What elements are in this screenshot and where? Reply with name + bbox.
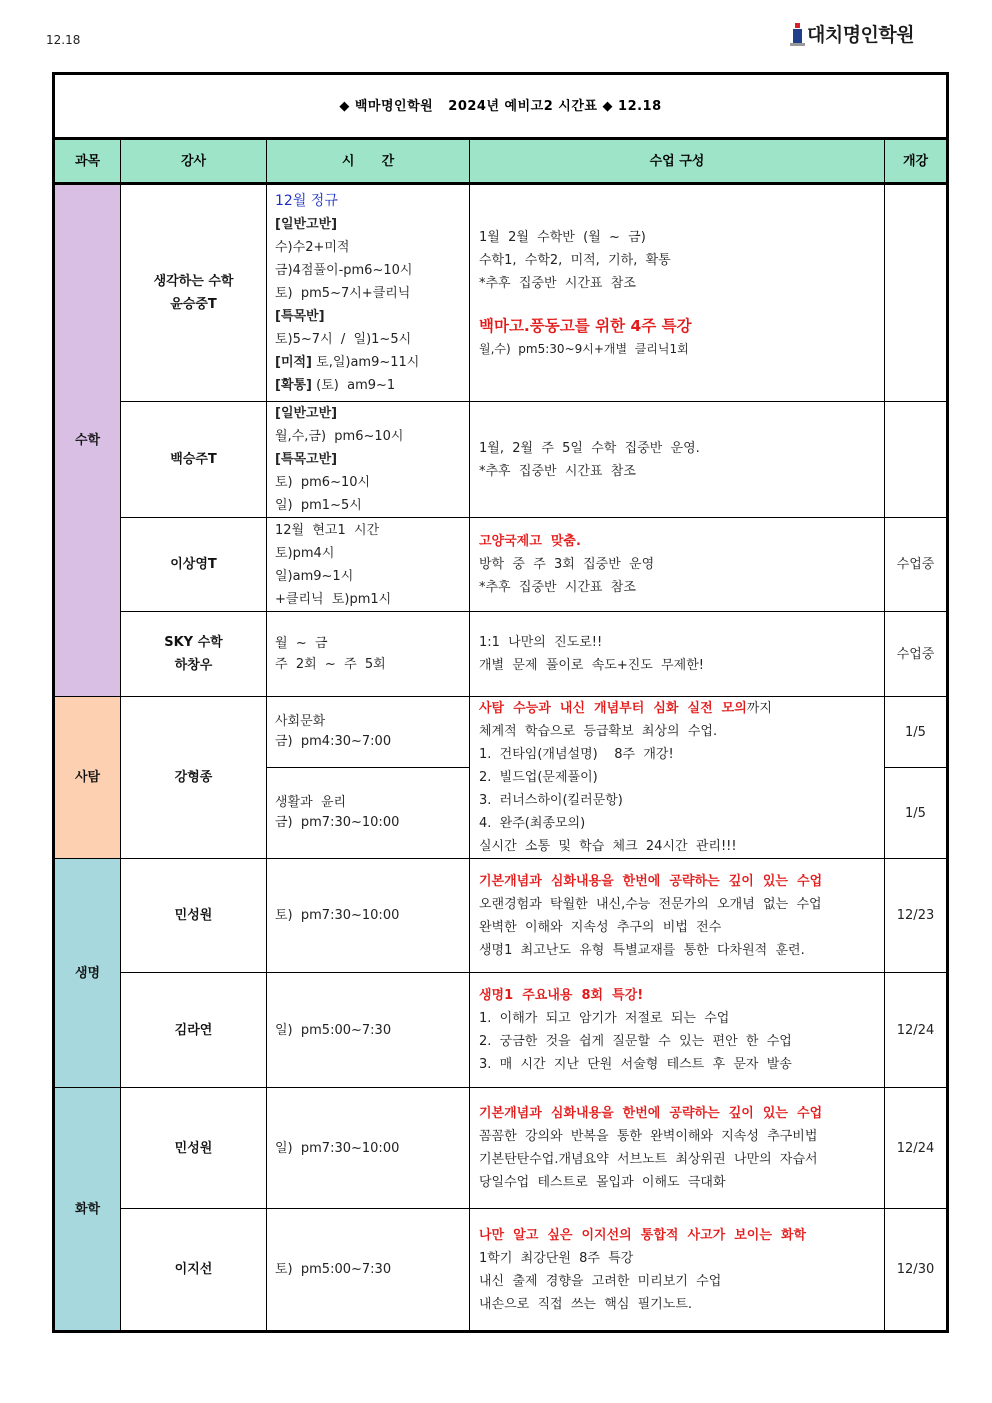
time-cell: 생활과 윤리 금) pm7:30~10:00	[267, 768, 470, 859]
description-cell: 사탐 수능과 내신 개념부터 심화 실전 모의까지 체계적 학습으로 등급확보 최상의 수업. 1. 건타임(개념설명) 8주 개강! 2. 빌드업(문제풀이) 3. 러너스하이(킬러문항) 4. 완주(최종모의) 실시간 소통 및 학습 체크 24시간 관리!!!	[470, 697, 885, 859]
subject-social: 사탐	[54, 697, 121, 859]
time-cell: [일반고반] 월,수,금) pm6~10시 [특목고반] 토) pm6~10시 일) pm1~5시	[267, 402, 470, 518]
description-cell: 1:1 나만의 진도로!! 개별 문제 풀이로 속도+진도 무제한!	[470, 612, 885, 697]
timetable-title: ◆ 백마명인학원 2024년 예비고2 시간표 ◆ 12.18	[54, 74, 948, 139]
subject-math: 수학	[54, 184, 121, 697]
opening-cell: 수업중	[885, 612, 948, 697]
teacher-cell: 생각하는 수학 윤승중T	[121, 184, 267, 402]
teacher-cell: 김라연	[121, 973, 267, 1088]
opening-cell: 수업중	[885, 518, 948, 612]
description-cell: 고양국제고 맞춤. 방학 중 주 3회 집중반 운영 *추후 집중반 시간표 참조	[470, 518, 885, 612]
teacher-cell: SKY 수학 하창우	[121, 612, 267, 697]
table-row	[54, 402, 948, 518]
description-cell: 나만 알고 싶은 이지선의 통합적 사고가 보이는 화학 1학기 최강단원 8주 특강 내신 출제 경향을 고려한 미리보기 수업 내손으로 직접 쓰는 핵심 필기노트.	[470, 1209, 885, 1332]
time-cell: 일) pm5:00~7:30	[267, 973, 470, 1088]
col-time: 시 간	[267, 139, 470, 184]
opening-cell: 12/24	[885, 973, 948, 1088]
col-opening: 개강	[885, 139, 948, 184]
document-date: 12.18	[46, 33, 81, 47]
teacher-cell: 이상영T	[121, 518, 267, 612]
table-row	[54, 1209, 948, 1332]
col-teacher: 강사	[121, 139, 267, 184]
col-subject: 과목	[54, 139, 121, 184]
time-cell: 일) pm7:30~10:00	[267, 1088, 470, 1209]
subject-chemistry: 화학	[54, 1088, 121, 1332]
description-cell: 1월 2월 수학반 (월 ~ 금) 수학1, 수학2, 미적, 기하, 확통 *추후 집중반 시간표 참조 백마고.풍동고를 위한 4주 특강 월,수) pm5:30~9시+개별 클리닉1회	[470, 184, 885, 402]
opening-cell: 1/5	[885, 768, 948, 859]
table-row	[54, 612, 948, 697]
academy-logo	[793, 20, 914, 47]
teacher-cell: 강형종	[121, 697, 267, 859]
teacher-cell: 백승주T	[121, 402, 267, 518]
table-row	[54, 859, 948, 973]
time-cell: 사회문화 금) pm4:30~7:00	[267, 697, 470, 768]
timetable	[52, 72, 949, 1333]
table-row	[54, 697, 948, 768]
time-cell: 토) pm5:00~7:30	[267, 1209, 470, 1332]
time-cell: 토) pm7:30~10:00	[267, 859, 470, 973]
opening-cell: 1/5	[885, 697, 948, 768]
description-cell: 기본개념과 심화내용을 한번에 공략하는 깊이 있는 수업 꼼꼼한 강의와 반복을 통한 완벽이해와 지속성 추구비법 기본탄탄수업.개념요약 서브노트 최상위권 나만의 자습서 당일수업 테스트로 몰입과 이해도 극대화	[470, 1088, 885, 1209]
table-row	[54, 184, 948, 402]
teacher-cell: 민성원	[121, 859, 267, 973]
time-cell: 월 ~ 금 주 2회 ~ 주 5회	[267, 612, 470, 697]
time-cell: 12월 현고1 시간 토)pm4시 일)am9~1시 +클리닉 토)pm1시	[267, 518, 470, 612]
logo-mark-icon	[793, 23, 802, 45]
table-row	[54, 973, 948, 1088]
description-cell: 1월, 2월 주 5일 수학 집중반 운영. *추후 집중반 시간표 참조	[470, 402, 885, 518]
opening-cell	[885, 184, 948, 402]
column-header-row	[54, 139, 948, 184]
teacher-cell: 민성원	[121, 1088, 267, 1209]
table-row	[54, 1088, 948, 1209]
time-cell: 12월 정규 [일반고반] 수)수2+미적 금)4점풀이-pm6~10시 토) pm5~7시+클리닉 [특목반] 토)5~7시 / 일)1~5시 [미적] 토,일)am9~11시 [확통] (토) am9~1	[267, 184, 470, 402]
logo-text: 대치명인학원	[807, 24, 915, 46]
description-cell: 생명1 주요내용 8회 특강! 1. 이해가 되고 암기가 저절로 되는 수업 2. 궁금한 것을 쉽게 질문할 수 있는 편안 한 수업 3. 매 시간 지난 단원 서술형 테스트 후 문자 발송	[470, 973, 885, 1088]
table-row	[54, 518, 948, 612]
opening-cell: 12/24	[885, 1088, 948, 1209]
teacher-cell: 이지선	[121, 1209, 267, 1332]
subject-biology: 생명	[54, 859, 121, 1088]
opening-cell: 12/30	[885, 1209, 948, 1332]
col-description: 수업 구성	[470, 139, 885, 184]
opening-cell: 12/23	[885, 859, 948, 973]
opening-cell	[885, 402, 948, 518]
description-cell: 기본개념과 심화내용을 한번에 공략하는 깊이 있는 수업 오랜경험과 탁월한 내신,수능 전문가의 오개념 없는 수업 완벽한 이해와 지속성 추구의 비법 전수 생명1 최고난도 유형 특별교재를 통한 다차원적 훈련.	[470, 859, 885, 973]
